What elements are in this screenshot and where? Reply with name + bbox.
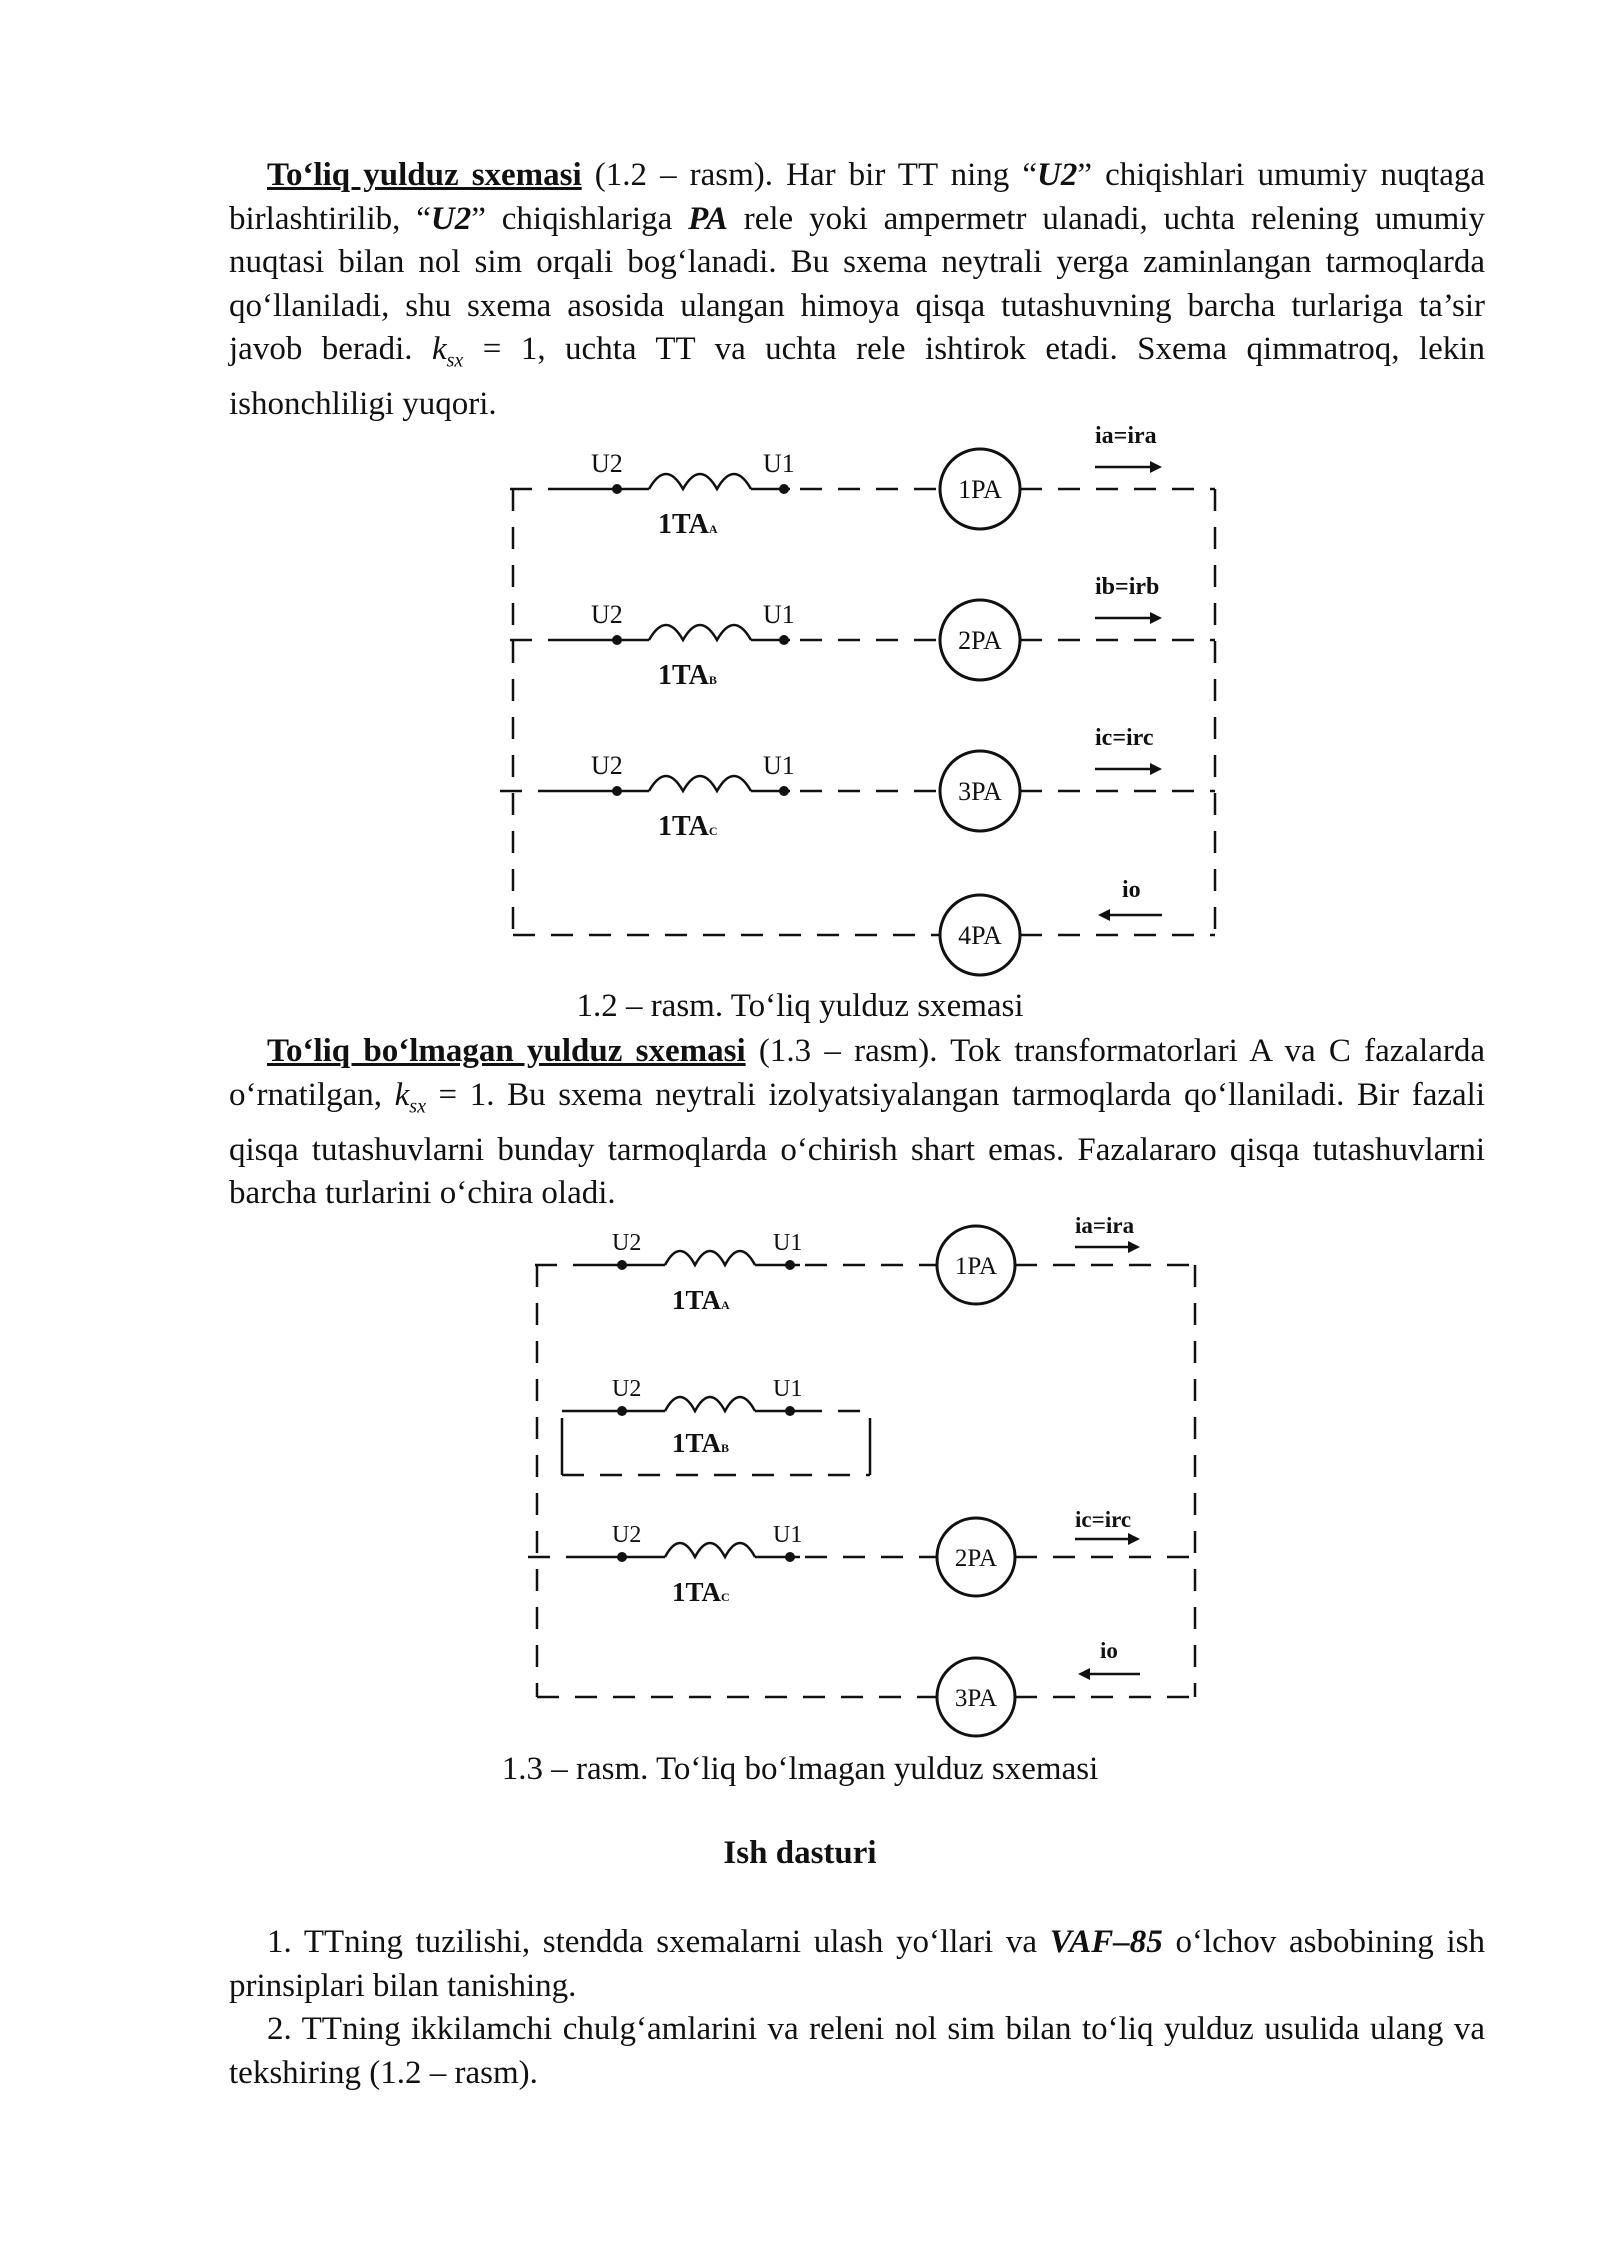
- text: U2: [1037, 157, 1078, 193]
- text: ” chiqishlariga: [471, 200, 689, 237]
- current-label: ic=irc: [1075, 1507, 1132, 1532]
- u1-label: U1: [773, 1376, 803, 1402]
- meter-1pa-label: 1PA: [954, 1253, 998, 1280]
- meter-1pa-label: 1PA: [958, 475, 1002, 504]
- current-label: ib=irb: [1095, 574, 1160, 600]
- text: PA: [688, 200, 728, 237]
- full-star-title: To‘liq yulduz sxemasi: [267, 157, 582, 193]
- current-label: ia=ira: [1095, 423, 1157, 449]
- row-c: [528, 1507, 1198, 1607]
- u1-label: U1: [763, 600, 795, 629]
- u1-label: U1: [773, 1230, 803, 1256]
- text: VAF–85: [1049, 1924, 1163, 1960]
- section-heading: Ish dasturi: [723, 1835, 877, 1871]
- meter-2pa-label: 2PA: [954, 1545, 998, 1572]
- text: ” chiqishlari umumiy nuqtaga birlashtirilib, “: [229, 157, 1485, 237]
- u2-label: U2: [591, 600, 623, 629]
- u2-label: U2: [612, 1230, 642, 1256]
- u2-label: U2: [591, 751, 623, 780]
- u1-label: U1: [763, 751, 795, 780]
- meter-2pa-label: 2PA: [958, 626, 1002, 655]
- text: rele yoki ampermetr ulanadi, uchta relening umumiy nuqtasi bilan nol sim orqali bog‘lanadi. Bu sxema neytrali yerga zaminlangan tarmoqlarda qo‘llaniladi, shu sxema asosida ulangan himoya qisqa tutashuvning barcha turlariga ta’sir javob beradi.: [229, 200, 1486, 367]
- ta-label: 1TAA: [672, 1285, 730, 1315]
- text: (1.2 – rasm). Har bir TT ning “: [581, 157, 1037, 193]
- text: o‘lchov asbobining ish prinsiplari bilan tanishing.: [229, 1924, 1485, 2004]
- u2-label: U2: [612, 1522, 642, 1548]
- current-label: ic=irc: [1095, 725, 1154, 751]
- u1-label: U1: [773, 1522, 803, 1548]
- text: U2: [430, 200, 472, 237]
- current-label: io: [1122, 877, 1141, 903]
- text: 1. TTning tuzilishi, stendda sxemalarni ulash yo‘llari va: [267, 1924, 1050, 1960]
- row-neutral: [537, 1638, 1195, 1736]
- meter-4pa-label: 4PA: [958, 921, 1002, 950]
- ta-label: 1TAC: [672, 1577, 730, 1607]
- row-a: [535, 1213, 1195, 1315]
- list-item-2: [229, 2008, 1485, 2095]
- figure-caption-1-3: 1.3 – rasm. To‘liq bo‘lmagan yulduz sxemasi: [501, 1751, 1099, 1787]
- u2-label: U2: [591, 449, 623, 478]
- meter-3pa-label: 3PA: [958, 777, 1002, 806]
- text: (1.3 – rasm). Tok transformatorlari A va C fazalarda o‘rnatilgan,: [229, 1033, 1485, 1113]
- row-b: [562, 1376, 875, 1475]
- ta-label: 1TAC: [658, 811, 718, 842]
- u1-label: U1: [763, 449, 795, 478]
- list-item-1: [229, 1921, 1485, 2008]
- k-subscript: sx: [409, 1095, 426, 1118]
- text: = 1, uchta TT va uchta rele ishtirok etadi. Sxema qimmatroq, lekin ishonchliligi yuqori.: [229, 331, 1485, 423]
- current-label: ia=ira: [1075, 1213, 1135, 1238]
- text: = 1. Bu sxema neytrali izolyatsiyalangan tarmoqlarda qo‘llaniladi. Bir fazali qisqa tutashuvlarni bunday tarmoqlarda o‘chirish shart emas. Fazalararo qisqa tutashuvlarni barcha turlarini o‘chira oladi.: [229, 1076, 1485, 1212]
- ta-label: 1TAA: [658, 509, 718, 540]
- k-subscript: sx: [446, 349, 464, 372]
- u2-label: U2: [612, 1376, 642, 1402]
- figure-caption-1-2: 1.2 – rasm. To‘liq yulduz sxemasi: [576, 988, 1024, 1024]
- k-symbol: k: [431, 331, 447, 367]
- ta-label: 1TAB: [672, 1428, 730, 1458]
- incomplete-star-title: To‘liq bo‘lmagan yulduz sxemasi: [267, 1033, 746, 1069]
- text: 2. TTning ikkilamchi chulg‘amlarini va releni nol sim bilan to‘liq yulduz usulida ulang va tekshiring (1.2 – rasm).: [229, 2011, 1485, 2091]
- current-label: io: [1100, 1638, 1118, 1663]
- k-symbol: k: [394, 1076, 410, 1113]
- ta-label: 1TAB: [658, 660, 717, 691]
- meter-3pa-label: 3PA: [954, 1685, 998, 1712]
